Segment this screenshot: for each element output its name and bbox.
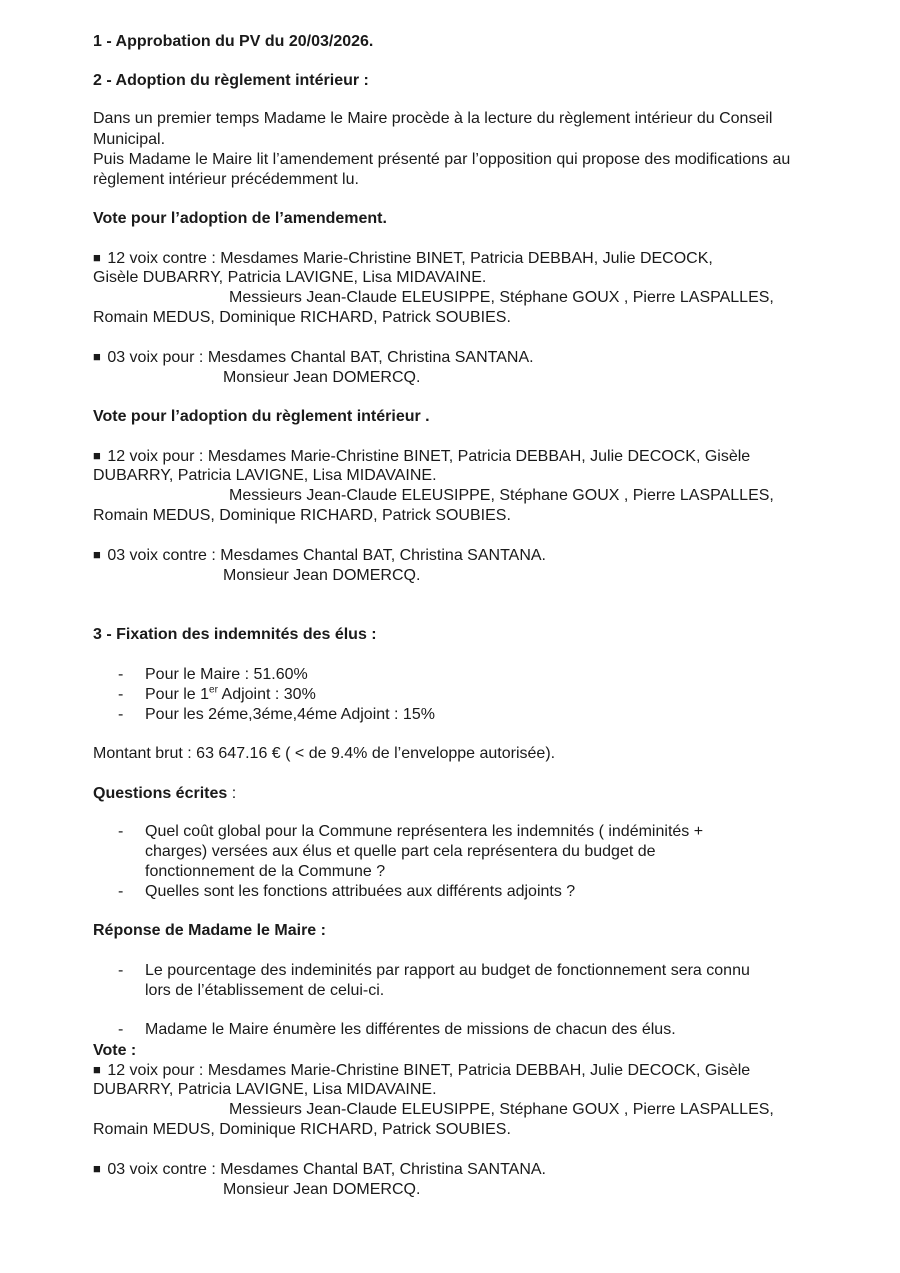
intro-line: Dans un premier temps Madame le Maire procède à la lecture du règlement intérieur du Conseil: [93, 110, 773, 127]
vote-line: DUBARRY, Patricia LAVIGNE, Lisa MIDAVAINE.: [93, 467, 437, 484]
bullet-square-icon: ■: [93, 547, 101, 562]
indemnite-item: Pour les 2éme,3éme,4éme Adjoint : 15%: [145, 706, 435, 723]
dash-marker: -: [118, 706, 124, 723]
vote-line: DUBARRY, Patricia LAVIGNE, Lisa MIDAVAINE.: [93, 1081, 437, 1098]
vote-title: Vote :: [93, 1042, 137, 1059]
bullet-square-icon: ■: [93, 1161, 101, 1176]
question-line: fonctionnement de la Commune ?: [145, 863, 386, 880]
vote-text: 03 voix pour : Mesdames Chantal BAT, Christina SANTANA.: [107, 349, 534, 366]
section-2-title: 2 - Adoption du règlement intérieur :: [93, 72, 369, 89]
vote-line: Romain MEDUS, Dominique RICHARD, Patrick SOUBIES.: [93, 1121, 511, 1138]
vote-text: 03 voix contre : Mesdames Chantal BAT, Christina SANTANA.: [107, 547, 546, 564]
dash-marker: -: [118, 883, 124, 900]
reponse-line: Madame le Maire énumère les différentes de missions de chacun des élus.: [145, 1021, 676, 1038]
reponse-line: lors de l’établissement de celui-ci.: [145, 982, 385, 999]
dash-marker: -: [118, 686, 124, 703]
vote-line: Romain MEDUS, Dominique RICHARD, Patrick SOUBIES.: [93, 309, 511, 326]
indemnite-item: Pour le Maire : 51.60%: [145, 666, 308, 683]
reponse-title: Réponse de Madame le Maire :: [93, 922, 326, 939]
dash-marker: -: [118, 962, 124, 979]
vote-text: 03 voix contre : Mesdames Chantal BAT, Christina SANTANA.: [107, 1161, 546, 1178]
question-line: Quelles sont les fonctions attribuées aux différents adjoints ?: [145, 883, 576, 900]
section-3-title: 3 - Fixation des indemnités des élus :: [93, 626, 377, 643]
indemnite-item: [145, 685, 316, 705]
bullet-square-icon: ■: [93, 349, 101, 364]
dash-marker: -: [118, 666, 124, 683]
vote-reglement-title: Vote pour l’adoption du règlement intérieur .: [93, 408, 430, 425]
vote-line: [93, 1159, 546, 1180]
questions-title: [93, 784, 236, 804]
vote-line: Gisèle DUBARRY, Patricia LAVIGNE, Lisa MIDAVAINE.: [93, 269, 487, 286]
vote-line: [93, 347, 534, 368]
vote-text: 12 voix contre : Mesdames Marie-Christine BINET, Patricia DEBBAH, Julie DECOCK,: [107, 250, 713, 267]
bullet-square-icon: ■: [93, 1062, 101, 1077]
dash-marker: -: [118, 1021, 124, 1038]
vote-line: [93, 1060, 750, 1081]
intro-line: règlement intérieur précédemment lu.: [93, 171, 359, 188]
item-text: Adjoint : 30%: [217, 686, 316, 703]
item-text: Pour le 1: [145, 686, 210, 703]
bullet-square-icon: ■: [93, 250, 101, 265]
vote-text: 12 voix pour : Mesdames Marie-Christine BINET, Patricia DEBBAH, Julie DECOCK, Gisèle: [107, 448, 751, 465]
vote-line: [93, 446, 750, 467]
question-line: Quel coût global pour la Commune représentera les indemnités ( indéminités +: [145, 823, 704, 840]
vote-text: 12 voix pour : Mesdames Marie-Christine BINET, Patricia DEBBAH, Julie DECOCK, Gisèle: [107, 1062, 751, 1079]
vote-line: Messieurs Jean-Claude ELEUSIPPE, Stéphane GOUX , Pierre LASPALLES,: [229, 487, 774, 504]
intro-line: Municipal.: [93, 131, 166, 148]
bullet-square-icon: ■: [93, 448, 101, 463]
section-1-title: 1 - Approbation du PV du 20/03/2026.: [93, 33, 374, 50]
vote-line: [93, 248, 713, 269]
questions-label: Questions écrites: [93, 785, 228, 802]
vote-amendement-title: Vote pour l’adoption de l’amendement.: [93, 210, 387, 227]
vote-line: [93, 545, 546, 566]
vote-line: Messieurs Jean-Claude ELEUSIPPE, Stéphane GOUX , Pierre LASPALLES,: [229, 1101, 774, 1118]
vote-line: Monsieur Jean DOMERCQ.: [223, 1181, 421, 1198]
vote-line: Romain MEDUS, Dominique RICHARD, Patrick SOUBIES.: [93, 507, 511, 524]
questions-colon: :: [227, 785, 237, 802]
vote-line: Monsieur Jean DOMERCQ.: [223, 567, 421, 584]
intro-line: Puis Madame le Maire lit l’amendement présenté par l’opposition qui propose des modifications au: [93, 151, 791, 168]
reponse-line: Le pourcentage des indeminités par rapport au budget de fonctionnement sera connu: [145, 962, 750, 979]
question-line: charges) versées aux élus et quelle part cela représentera du budget de: [145, 843, 656, 860]
vote-line: Monsieur Jean DOMERCQ.: [223, 369, 421, 386]
vote-line: Messieurs Jean-Claude ELEUSIPPE, Stéphane GOUX , Pierre LASPALLES,: [229, 289, 774, 306]
dash-marker: -: [118, 823, 124, 840]
montant-brut: Montant brut : 63 647.16 € ( < de 9.4% de l’enveloppe autorisée).: [93, 745, 556, 762]
superscript: er: [209, 684, 218, 696]
